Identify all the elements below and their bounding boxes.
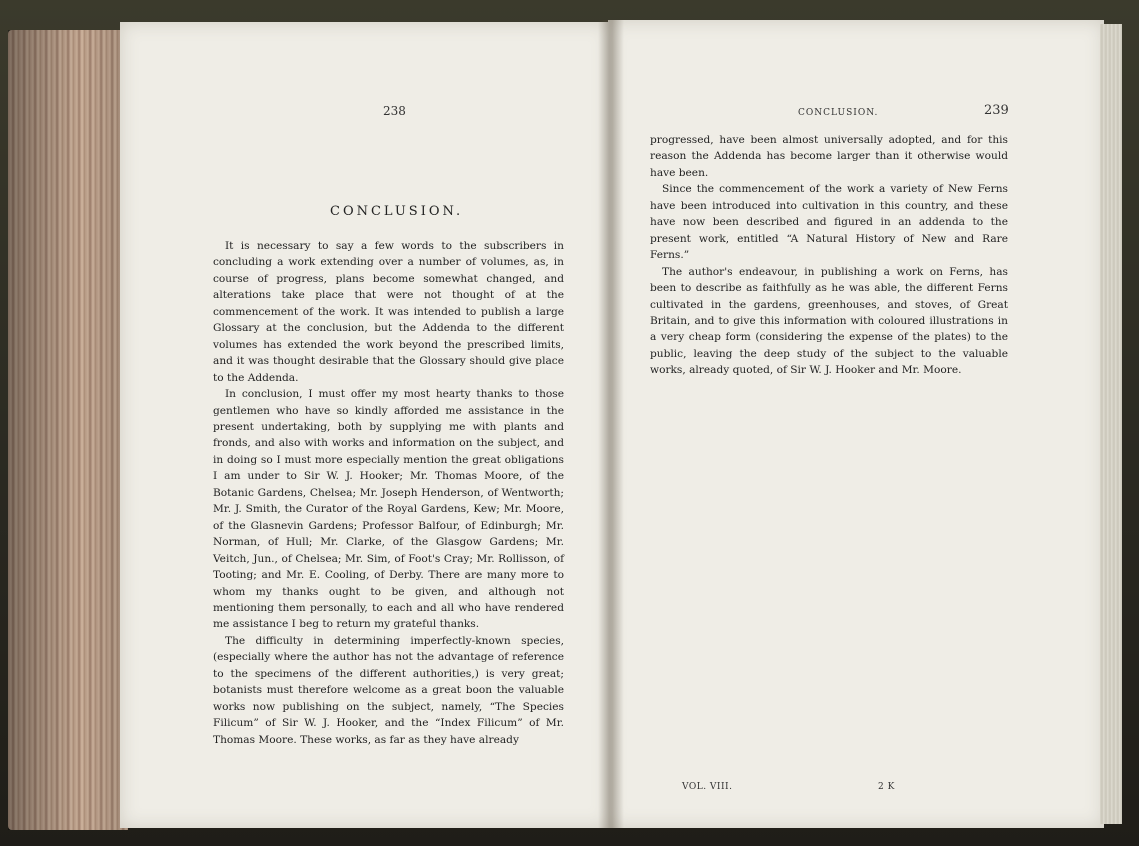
footer-signature: 2 K [878, 782, 895, 792]
footer-volume: VOL. VIII. [682, 782, 733, 792]
chapter-title: CONCLUSION. [330, 204, 464, 219]
page-edges-shadow [8, 30, 128, 830]
page-edges-right [1100, 24, 1122, 824]
paragraph: It is necessary to say a few words to the subscribers in concluding a work extending over a number of volumes, as, in course of progress, plans become somewhat changed, and alterations take place that were not thought of at the commencement of the work. It was intended to publish a large Glossary at the conclusion, but the Addenda to the different volumes has extended the work beyond the prescribed limits, and it was thought desirable that the Glossary should give place to the Addenda. [213, 240, 564, 384]
running-head: CONCLUSION. [798, 108, 879, 118]
paragraph: The author's endeavour, in publishing a work on Ferns, has been to describe as faithfully as he was able, the different Ferns cultivated in the gardens, greenhouses, and stoves, of Great Britain, and to give this information with coloured illustrations in a very cheap form (considering the expense of the plates) to the public, leaving the deep study of the subject to the valuable works, already quoted, of Sir W. J. Hooker and Mr. Moore. [650, 265, 1008, 377]
right-page-number: 239 [984, 103, 1009, 118]
paragraph: progressed, have been almost universally adopted, and for this reason the Addenda has become larger than it otherwise would have been. [650, 134, 1008, 179]
left-page-body [213, 238, 564, 748]
left-page-number: 238 [383, 104, 406, 118]
right-page-body [650, 132, 1008, 379]
paragraph: The difficulty in determining imperfectly-known species, (especially where the author has not the advantage of reference to the specimens of the different authorities,) is very great; botanists must therefore welcome as a great boon the valuable works now publishing on the subject, namely, “The Species Filicum” of Sir W. J. Hooker, and the “Index Filicum” of Mr. Thomas Moore. These works, as far as they have already [213, 634, 564, 746]
book-gutter [598, 20, 624, 828]
paragraph: In conclusion, I must offer my most hearty thanks to those gentlemen who have so kindly afforded me assistance in the present undertaking, both by supplying me with plants and fronds, and also with works and information on the subject, and in doing so I must more especially mention the great obligations I am under to Sir W. J. Hooker; Mr. Thomas Moore, of the Botanic Gardens, Chelsea; Mr. Joseph Henderson, of Wentworth; Mr. J. Smith, the Curator of the Royal Gardens, Kew; Mr. Moore, of the Glasnevin Gardens; Professor Balfour, of Edinburgh; Mr. Norman, of Hull; Mr. Clarke, of the Glasgow Gardens; Mr. Veitch, Jun., of Chelsea; Mr. Sim, of Foot's Cray; Mr. Rollisson, of Tooting; and Mr. E. Cooling, of Derby. There are many more to whom my thanks ought to be given, and although not mentioning them personally, to each and all who have rendered me assistance I beg to return my grateful thanks. [213, 388, 564, 631]
paragraph: Since the commencement of the work a variety of New Ferns have been introduced into cultivation in this country, and these have now been described and figured in an addenda to the present work, entitled “A Natural History of New and Rare Ferns.” [650, 183, 1008, 262]
